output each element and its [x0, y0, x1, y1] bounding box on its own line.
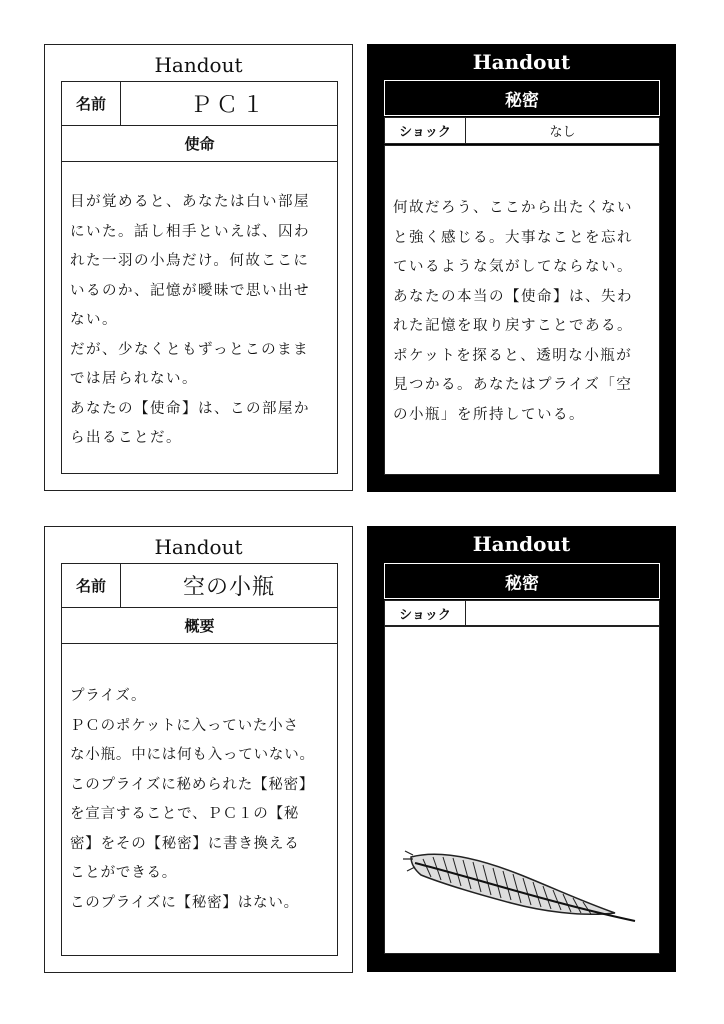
body-line: あなたの【使命】は、この部屋か	[70, 400, 310, 417]
name-row	[61, 563, 338, 608]
body-line: の小瓶」を所持している。	[393, 406, 585, 423]
shock-label: ショック	[385, 601, 466, 625]
body-line: だが、少なくともずっとこのまま	[70, 341, 310, 358]
body-line: 密】をその【秘密】に書き換える	[70, 835, 300, 852]
handout-title: Handout	[472, 50, 571, 74]
name-row	[61, 81, 338, 126]
feather-icon	[401, 837, 641, 937]
name-label: 名前	[62, 564, 121, 607]
body-line: ＰＣのポケットに入っていた小さ	[70, 717, 299, 734]
body-line: な小瓶。中には何も入っていない。	[70, 747, 315, 763]
handout-card-pc1	[44, 44, 353, 491]
body-line: ポケットを探ると、透明な小瓶が	[393, 347, 633, 364]
body-line: を宣言することで、ＰＣ１の【秘	[70, 806, 300, 822]
body-line: れた一羽の小鳥だけ。何故ここに	[70, 253, 310, 269]
body-line: にいた。話し相手といえば、囚わ	[70, 223, 310, 240]
shock-row	[384, 117, 660, 144]
body-line: ことができる。	[70, 865, 178, 881]
body-line: ない。	[70, 312, 118, 328]
name-value: ＰＣ１	[189, 93, 268, 118]
mission-body	[61, 161, 338, 474]
secret-label: 秘密	[384, 80, 660, 116]
body-line: いるのか、記憶が曖昧で思い出せ	[70, 282, 310, 299]
secret-body	[384, 145, 660, 475]
name-label: 名前	[62, 82, 121, 125]
body-line: 目が覚めると、あなたは白い部屋	[70, 194, 310, 210]
body-line: このプライズに【秘密】はない。	[70, 894, 299, 911]
body-line: 何故だろう、ここから出たくない	[393, 200, 633, 216]
shock-row	[384, 600, 660, 626]
body-text	[385, 194, 659, 430]
body-line: プライズ。	[70, 688, 147, 704]
handout-card-empty-bottle	[44, 526, 353, 973]
handout-title: Handout	[154, 535, 243, 559]
mission-label: 使命	[61, 125, 338, 162]
body-line: ら出ることだ。	[70, 430, 182, 446]
handout-card-pc1-secret	[367, 44, 676, 492]
summary-body	[61, 643, 338, 956]
body-line: 見つかる。あなたはプライズ「空	[393, 377, 633, 393]
summary-label: 概要	[61, 607, 338, 644]
shock-value	[466, 601, 659, 625]
body-line: では居られない。	[70, 371, 198, 387]
body-line: このプライズに秘められた【秘密】	[70, 776, 315, 793]
secret-body	[384, 626, 660, 954]
body-text	[62, 188, 337, 454]
body-text	[62, 682, 337, 918]
shock-value: なし	[549, 125, 576, 140]
body-line: と強く感じる。大事なことを忘れ	[393, 229, 633, 246]
handout-card-empty-bottle-secret	[367, 526, 676, 972]
handout-title: Handout	[154, 53, 243, 77]
handout-title: Handout	[472, 532, 571, 556]
name-value: 空の小瓶	[182, 575, 275, 600]
body-line: ているような気がしてならない。	[393, 259, 633, 275]
body-line: あなたの本当の【使命】は、失わ	[393, 288, 633, 305]
secret-label: 秘密	[384, 563, 660, 599]
shock-label: ショック	[385, 118, 466, 143]
body-line: れた記憶を取り戻すことである。	[393, 318, 633, 334]
